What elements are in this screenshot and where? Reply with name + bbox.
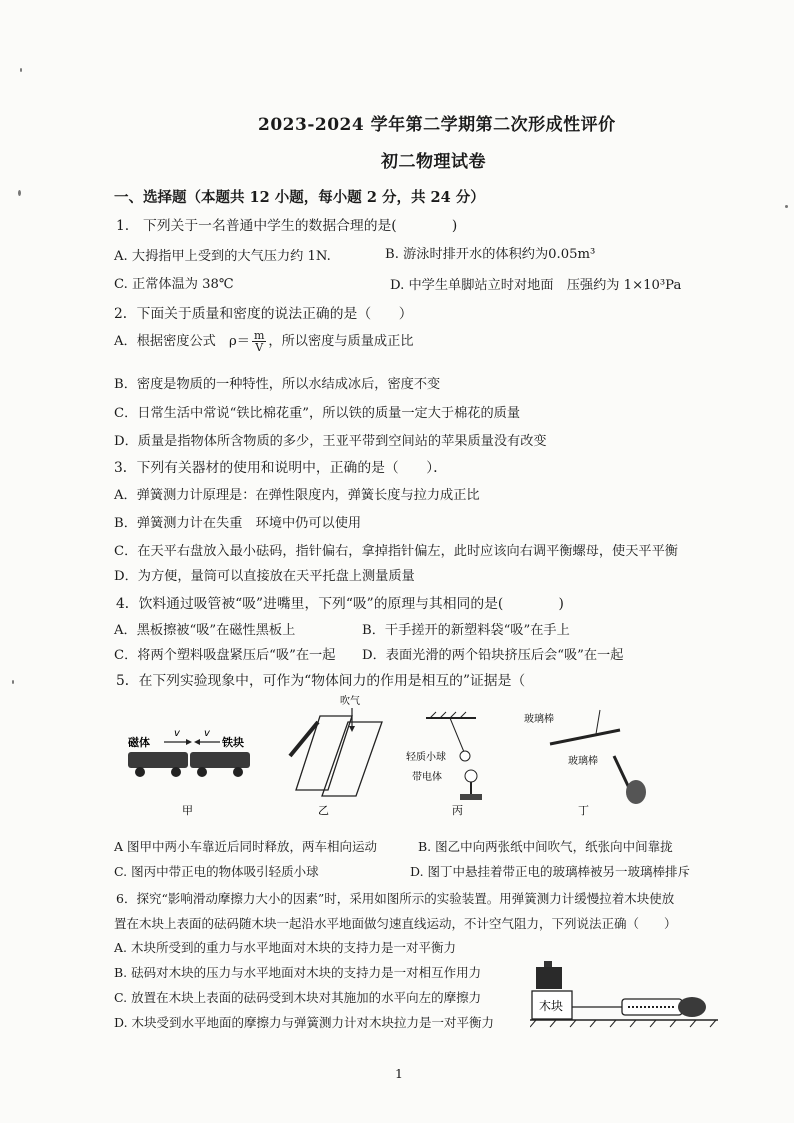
q4-option-a: A．黑板擦被“吸”在磁性黑板上 <box>114 623 296 638</box>
question-2-stem: 2．下面关于质量和密度的说法正确的是（ ） <box>114 306 413 322</box>
page-subtitle: 初二物理试卷 <box>381 152 486 172</box>
q3-option-a: A．弹簧测力计原理是：在弹性限度内，弹簧长度与拉力成正比 <box>114 488 480 503</box>
q4-option-b: B．干手搓开的新塑料袋“吸”在手上 <box>362 623 570 638</box>
ground-hatch <box>530 1020 536 1027</box>
question-5-stem: 5．在下列实验现象中，可作为“物体间力的作用是相互的”证据是（ <box>116 673 526 689</box>
q1-option-b: B. 游泳时排开水的体积约为0.05m³ <box>385 247 596 262</box>
arrow-head <box>194 739 200 745</box>
q5-option-a: A 图甲中两小车靠近后同时释放，两车相向运动 <box>114 839 378 854</box>
arrow-head <box>186 739 192 745</box>
handheld-rod <box>614 756 630 790</box>
fraction-denominator: V <box>255 341 264 354</box>
caption-bing: 丙 <box>452 804 463 817</box>
rod-label-top: 玻璃棒 <box>524 714 554 725</box>
ground-hatch <box>570 1020 576 1027</box>
q6-option-d: D. 木块受到水平地面的摩擦力与弹簧测力计对木块拉力是一对平衡力 <box>114 1015 495 1030</box>
iron-label: 铁块 <box>222 736 244 749</box>
weight-top <box>544 961 552 967</box>
scan-speck <box>785 205 788 208</box>
q6-figure <box>530 955 720 1035</box>
rod-label-bottom: 玻璃棒 <box>568 756 598 767</box>
hanging-rod <box>550 730 620 744</box>
paper-sheet-right <box>322 722 382 796</box>
ground-hatch <box>690 1020 696 1027</box>
hanging-thread <box>596 710 600 734</box>
cart-wheel <box>171 767 181 777</box>
cart-wheel <box>233 767 243 777</box>
charged-body <box>465 770 477 782</box>
blow-label: 吹气 <box>340 696 360 707</box>
figure-bing-ball <box>406 712 482 817</box>
thread <box>450 718 464 752</box>
q2-option-a-suffix: ，所以密度与质量成正比 <box>268 334 414 349</box>
cart-right <box>190 752 250 768</box>
velocity-label-left: v <box>174 728 180 739</box>
ground-hatch <box>710 1020 716 1027</box>
question-6-stem-line-1: 6．探究“影响滑动摩擦力大小的因素”时，采用如图所示的实验装置。用弹簧测力计缓慢拉着木块使放 <box>116 891 675 906</box>
density-fraction <box>252 330 266 353</box>
q5-option-d: D. 图丁中悬挂着带正电的玻璃棒被另一玻璃棒排斥 <box>410 864 691 879</box>
q5-option-b: B. 图乙中向两张纸中间吹气，纸张向中间靠拢 <box>418 839 673 854</box>
figure-jia-carts <box>128 728 250 817</box>
figure-ding-rods <box>524 710 646 817</box>
light-ball <box>460 751 470 761</box>
caption-ding: 丁 <box>578 804 589 817</box>
q2-option-c: C．日常生活中常说“铁比棉花重”，所以铁的质量一定大于棉花的质量 <box>114 406 521 421</box>
section-heading: 一、选择题（本题共 12 小题，每小题 2 分，共 24 分） <box>114 189 485 206</box>
figure-yi-paper <box>290 694 382 817</box>
q1-option-c: C. 正常体温为 38℃ <box>114 277 234 292</box>
cart-wheel <box>135 767 145 777</box>
q2-option-b: B．密度是物质的一种特性，所以水结成冰后，密度不变 <box>114 377 441 392</box>
charged-label: 带电体 <box>412 772 442 783</box>
pulling-hand <box>678 997 706 1017</box>
question-3-stem: 3．下列有关器材的使用和说明中，正确的是（ ）． <box>114 460 448 476</box>
q2-option-a-prefix: A．根据密度公式 ρ＝ <box>114 334 250 349</box>
q4-option-d: D．表面光滑的两个铅块挤压后会“吸”在一起 <box>362 648 624 663</box>
question-1-stem: 1. 下列关于一名普通中学生的数据合理的是( ) <box>116 218 458 234</box>
q3-option-b: B．弹簧测力计在失重 环境中仍可以使用 <box>114 516 362 531</box>
magnet-label: 磁体 <box>128 736 150 749</box>
q5-option-c: C. 图丙中带正电的物体吸引轻质小球 <box>114 864 319 879</box>
ground-hatch <box>650 1020 656 1027</box>
block-label: 木块 <box>539 999 564 1013</box>
q6-option-a: A. 木块所受到的重力与水平地面对木块的支持力是一对平衡力 <box>114 940 456 955</box>
question-4-stem: 4．饮料通过吸管被“吸”进嘴里，下列“吸”的原理与其相同的是( ) <box>116 596 564 612</box>
q4-option-c: C．将两个塑料吸盘紧压后“吸”在一起 <box>114 648 336 663</box>
caption-yi: 乙 <box>318 804 329 817</box>
ground-hatch <box>590 1020 596 1027</box>
stand-base <box>460 794 482 800</box>
ground-hatch <box>550 1020 556 1027</box>
velocity-label-right: v <box>204 728 210 739</box>
q3-option-d: D．为方便，量筒可以直接放在天平托盘上测量质量 <box>114 569 415 584</box>
q3-option-c: C．在天平右盘放入最小砝码，指针偏右，拿掉指针偏左，此时应该向右调平衡螺母，使天平平衡 <box>114 544 678 559</box>
q6-option-b: B. 砝码对木块的压力与水平地面对木块的支持力是一对相互作用力 <box>114 965 482 980</box>
ground-hatch <box>670 1020 676 1027</box>
paper-rod-left <box>290 722 318 756</box>
ball-label: 轻质小球 <box>406 752 446 763</box>
cart-left <box>128 752 188 768</box>
question-6-stem-line-2: 置在木块上表面的砝码随木块一起沿水平地面做匀速直线运动，不计空气阻力，下列说法正确（ ） <box>114 916 677 931</box>
ground-hatch <box>610 1020 616 1027</box>
page-title: 2023-2024 学年第二学期第二次形成性评价 <box>258 115 616 135</box>
fraction-numerator: m <box>253 329 265 342</box>
q2-option-d: D．质量是指物体所含物质的多少，王亚平带到空间站的苹果质量没有改变 <box>114 434 547 449</box>
q1-option-d: D. 中学生单脚站立时对地面 压强约为 1×10³Pa <box>390 278 682 293</box>
caption-jia: 甲 <box>182 804 193 817</box>
hand <box>626 780 646 804</box>
weight <box>536 967 562 989</box>
scan-speck <box>12 680 14 684</box>
scan-speck <box>18 190 21 196</box>
ground-hatch <box>630 1020 636 1027</box>
q2-option-a <box>114 330 413 353</box>
q5-figure <box>120 692 680 824</box>
q6-option-c: C. 放置在木块上表面的砝码受到木块对其施加的水平向左的摩擦力 <box>114 990 482 1005</box>
page-number: 1 <box>395 1066 403 1081</box>
q1-option-a: A. 大拇指甲上受到的大气压力约 1N. <box>114 249 331 264</box>
paper-sheet-left <box>296 716 352 790</box>
scan-speck <box>20 68 22 72</box>
cart-wheel <box>197 767 207 777</box>
arrow-head <box>349 726 355 732</box>
